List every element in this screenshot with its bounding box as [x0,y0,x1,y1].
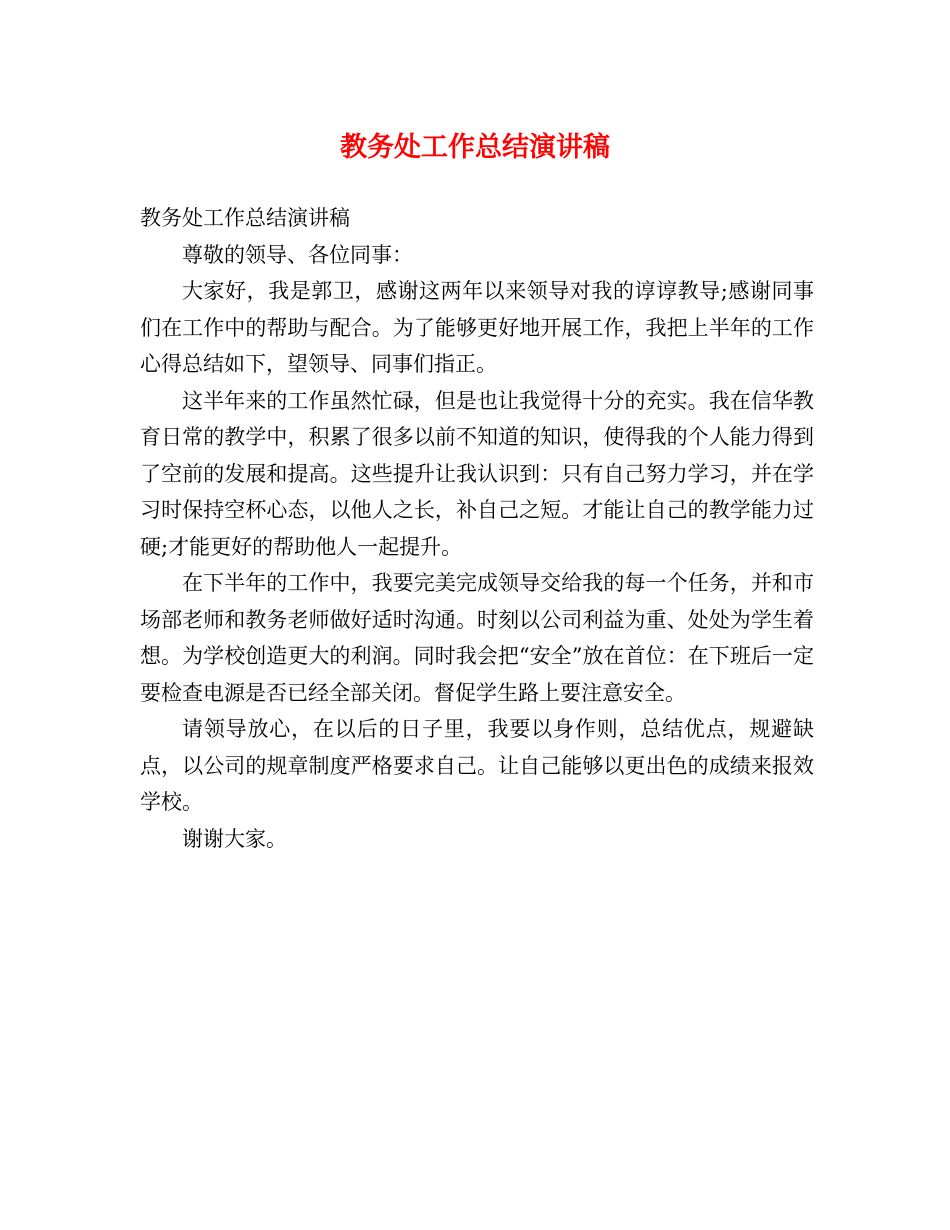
paragraph-reflection: 这半年来的工作虽然忙碌，但是也让我觉得十分的充实。我在信华教育日常的教学中，积累了很多以前不知道的知识，使得我的个人能力得到了空前的发展和提高。这些提升让我认识到：只有自己努力学习，并在学习时保持空杯心态，以他人之长，补自己之短。才能让自己的教学能力过硬;才能更好的帮助他人一起提升。 [140,388,814,559]
document-title: 教务处工作总结演讲稿 [340,132,610,163]
paragraph-intro: 大家好，我是郭卫，感谢这两年以来领导对我的谆谆教导;感谢同事们在工作中的帮助与配合。为了能够更好地开展工作，我把上半年的工作心得总结如下，望领导、同事们指正。 [140,279,814,376]
closing-thanks: 谢谢大家。 [182,826,287,851]
paragraph-plan: 在下半年的工作中，我要完美完成领导交给我的每一个任务，并和市场部老师和教务老师做好适时沟通。时刻以公司利益为重、处处为学生着想。为学校创造更大的利润。同时我会把“安全”放在首位：在下班后一定要检查电源是否已经全部关闭。督促学生路上要注意安全。 [140,571,814,705]
salutation: 尊敬的领导、各位同事： [182,242,413,267]
body-heading: 教务处工作总结演讲稿 [140,206,350,230]
document-body [140,200,814,857]
paragraph-commitment: 请领导放心，在以后的日子里，我要以身作则，总结优点，规避缺点，以公司的规章制度严格要求自己。让自己能够以更出色的成绩来报效学校。 [140,717,814,814]
